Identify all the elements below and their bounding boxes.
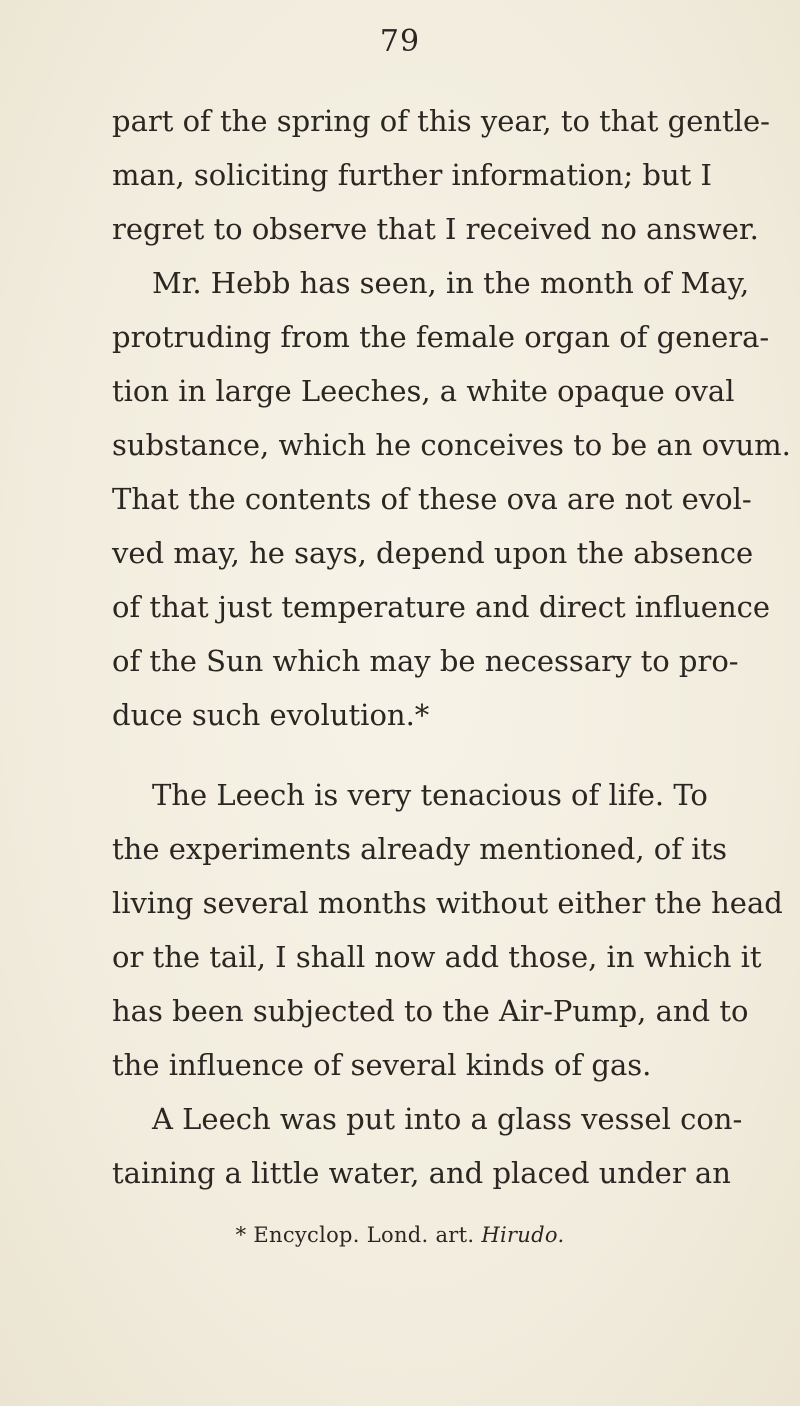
text-line: the experiments already mentioned, of its	[112, 832, 728, 866]
text-line: That the contents of these ova are not evol-	[112, 482, 752, 516]
text-line: of the Sun which may be necessary to pro-	[112, 644, 739, 678]
text-line: of that just temperature and direct influence	[112, 590, 771, 624]
text-line: living several months without either the head	[112, 886, 783, 920]
paragraph-start-line: A Leech was put into a glass vessel con-	[152, 1102, 743, 1136]
text-line: substance, which he conceives to be an ovum.	[112, 428, 791, 462]
text-line: protruding from the female organ of genera-	[112, 320, 770, 354]
footnote-text: Encyclop. Lond. art.	[253, 1223, 475, 1247]
text-line: has been subjected to the Air-Pump, and to	[112, 994, 749, 1028]
text-line: duce such evolution.*	[112, 698, 430, 732]
footnote	[0, 1220, 800, 1250]
paragraph-start-line: Mr. Hebb has seen, in the month of May,	[152, 266, 750, 300]
text-line: ved may, he says, depend upon the absence	[112, 536, 754, 570]
text-line: man, soliciting further information; but I	[112, 158, 712, 192]
text-line: part of the spring of this year, to that gentle-	[112, 104, 770, 138]
paragraph-start-line: The Leech is very tenacious of life. To	[152, 778, 708, 812]
text-line: the influence of several kinds of gas.	[112, 1048, 652, 1082]
footnote-italic-text: Hirudo.	[481, 1223, 565, 1247]
page-number: 79	[379, 24, 421, 59]
text-line: taining a little water, and placed under an	[112, 1156, 731, 1190]
text-line: regret to observe that I received no answer.	[112, 212, 759, 246]
text-line: or the tail, I shall now add those, in which it	[112, 940, 762, 974]
footnote-marker: *	[235, 1223, 247, 1247]
text-line: tion in large Leeches, a white opaque oval	[112, 374, 735, 408]
